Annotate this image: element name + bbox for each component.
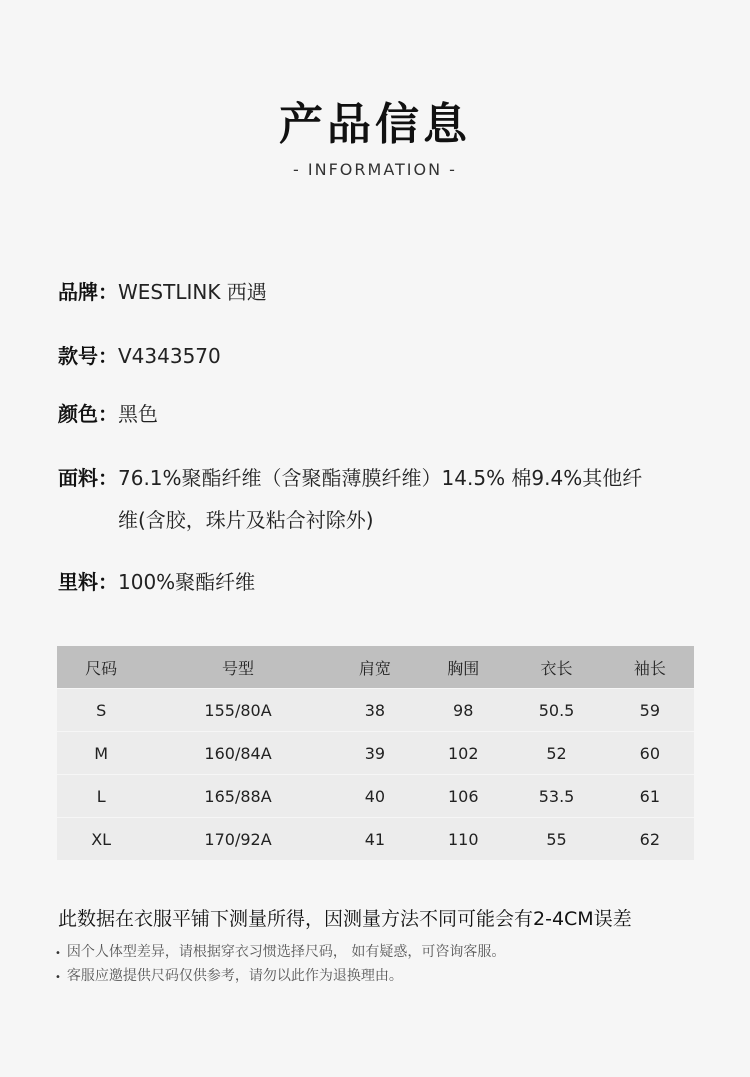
table-row — [57, 818, 694, 861]
info-row-color — [58, 393, 698, 435]
table-cell: 165/88A — [145, 775, 330, 818]
table-cell: 41 — [331, 818, 419, 861]
info-label-color: 颜色： — [58, 402, 118, 426]
page-title: 产品信息 — [279, 99, 471, 150]
table-cell: XL — [57, 818, 145, 861]
info-row-style-number — [58, 335, 698, 377]
table-cell: 110 — [419, 818, 507, 861]
column-header-sleeve: 袖长 — [606, 646, 694, 689]
table-cell: 55 — [507, 818, 605, 861]
column-header-model: 号型 — [145, 646, 330, 689]
table-cell: 52 — [507, 732, 605, 775]
table-cell: 39 — [331, 732, 419, 775]
table-cell: 62 — [606, 818, 694, 861]
info-row-lining — [58, 561, 698, 603]
table-cell: 170/92A — [145, 818, 330, 861]
note-item-text: 客服应邀提供尺码仅供参考，请勿以此作为退换理由。 — [66, 968, 403, 984]
table-cell: 59 — [606, 689, 694, 732]
info-value-fabric: 76.1%聚酯纤维（含聚酯薄膜纤维）14.5% 棉9.4%其他纤维(含胶，珠片及粘合衬除外) — [118, 466, 643, 532]
bullet-icon: • — [55, 972, 61, 983]
note-item-text: 因个人体型差异，请根据穿衣习惯选择尺码， 如有疑惑，可咨询客服。 — [66, 944, 506, 960]
table-cell: 38 — [331, 689, 419, 732]
table-cell: 60 — [606, 732, 694, 775]
table-cell: 155/80A — [145, 689, 330, 732]
bullet-icon: • — [55, 948, 61, 959]
table-row — [57, 775, 694, 818]
column-header-size: 尺码 — [57, 646, 145, 689]
column-header-shoulder: 肩宽 — [331, 646, 419, 689]
table-cell: 61 — [606, 775, 694, 818]
note-item — [55, 965, 403, 985]
table-cell: L — [57, 775, 145, 818]
measurement-note: 此数据在衣服平铺下测量所得，因测量方法不同可能会有2-4CM误差 — [58, 908, 632, 930]
info-row-fabric — [58, 457, 698, 541]
table-row — [57, 732, 694, 775]
info-value-brand: WESTLINK 西遇 — [118, 280, 267, 304]
table-cell: 106 — [419, 775, 507, 818]
column-header-chest: 胸围 — [419, 646, 507, 689]
table-cell: 160/84A — [145, 732, 330, 775]
info-value-style-number: V4343570 — [118, 344, 221, 368]
info-label-style-number: 款号： — [58, 344, 118, 368]
size-table-header-row — [57, 646, 694, 689]
page-subtitle: - INFORMATION - — [293, 160, 457, 179]
size-table — [57, 646, 694, 860]
info-value-lining: 100%聚酯纤维 — [118, 570, 256, 594]
info-label-lining: 里料： — [58, 570, 118, 594]
table-cell: 98 — [419, 689, 507, 732]
table-cell: M — [57, 732, 145, 775]
table-cell: 53.5 — [507, 775, 605, 818]
info-value-color: 黑色 — [118, 402, 158, 426]
table-cell: S — [57, 689, 145, 732]
table-row — [57, 689, 694, 732]
note-item — [55, 941, 505, 961]
table-cell: 50.5 — [507, 689, 605, 732]
table-cell: 102 — [419, 732, 507, 775]
info-label-brand: 品牌： — [58, 280, 118, 304]
table-cell: 40 — [331, 775, 419, 818]
info-label-fabric: 面料： — [58, 466, 118, 490]
column-header-length: 衣长 — [507, 646, 605, 689]
info-row-brand — [58, 271, 698, 313]
